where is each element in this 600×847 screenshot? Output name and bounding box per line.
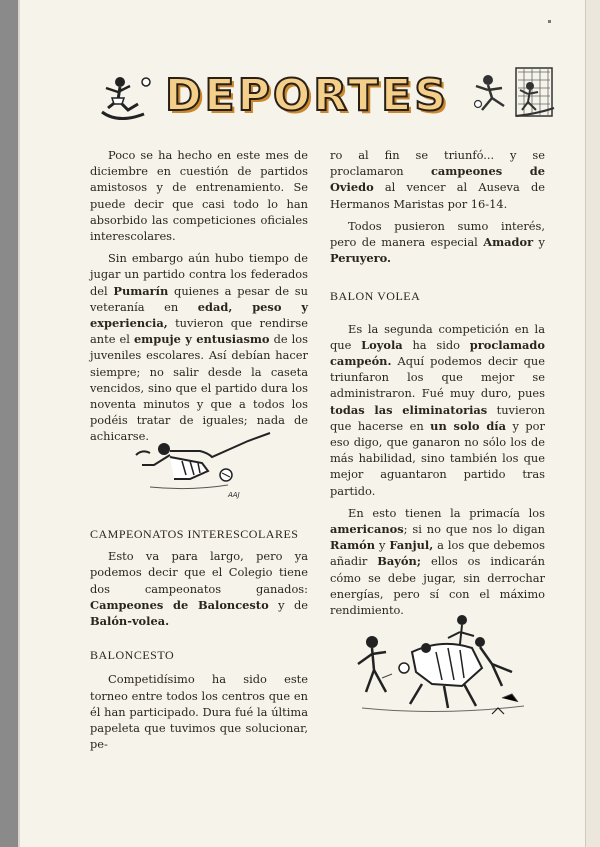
bold-run: campeones de Oviedo — [330, 164, 545, 195]
paragraph — [330, 218, 545, 267]
bold-run: Campeones de Baloncesto — [90, 597, 269, 612]
bold-run: todas las eliminatorias — [330, 402, 488, 417]
paragraph — [330, 147, 545, 212]
paragraph — [90, 250, 308, 444]
text-run: a los que debemos añadir — [330, 538, 545, 569]
bold-run: americanos — [330, 522, 404, 537]
text-run: Es la segunda competición en la que — [330, 321, 545, 352]
paragraph-text: Competidísimo ha sido este torneo entre todos los centros que en él han participado. Dura fué la última papeleta que tuvimos que solucionar, pe- — [90, 672, 308, 752]
section-title: DEPORTES — [165, 70, 449, 121]
bold-run: proclamado campeón. — [330, 337, 545, 369]
bold-run: Fanjul, — [389, 538, 434, 553]
text-run: de los juveniles escolares. Así debían hacer siempre; no salir desde la caseta vencidos, sino que el partido dura los noventa minutos y que a todos los podéis tratar de iguales; nada de achicarse. — [90, 332, 308, 444]
bold-run: Ramón — [330, 538, 376, 553]
text-run: ha sido — [402, 337, 470, 352]
bold-run: un solo día — [430, 418, 506, 433]
drawing-signature: AAJ — [228, 491, 240, 499]
text-run: ro al fin se triunfó... y se proclamaron — [330, 148, 545, 179]
bold-run: empuje y entusiasmo — [133, 332, 270, 347]
text-run: y de — [268, 597, 308, 612]
bold-run: Peruyero. — [330, 251, 392, 266]
section-heading: CAMPEONATOS INTERESCOLARES — [90, 527, 299, 541]
kicker-drawing-icon — [98, 68, 158, 126]
bold-run: Balón-volea. — [90, 614, 170, 629]
text-run: tuvieron que hacerse en — [330, 402, 545, 433]
paragraph — [90, 548, 308, 629]
text-run: ellos os indicarán cómo se debe jugar, sin derrochar energías, pero sí con el máximo rendimiento. — [330, 554, 546, 618]
right-column — [330, 147, 545, 624]
page-fold — [18, 0, 20, 847]
text-run: ; si no que nos lo digan — [403, 522, 545, 537]
paragraph — [330, 321, 545, 499]
goalkeeper-drawing-icon — [466, 64, 556, 120]
text-run: quienes a pesar de su veteranía en — [90, 283, 308, 314]
bold-run: edad, peso y experiencia, — [90, 299, 308, 331]
text-run: y — [533, 235, 545, 250]
text-run: Todos pusieron sumo interés, pero de manera especial — [330, 218, 545, 250]
bold-run: Pumarín — [113, 283, 169, 298]
text-run: Esto va para largo, pero ya podemos decir que el Colegio tiene dos campeonatos ganados: — [90, 549, 308, 596]
text-run: al vencer al Auseva de Hermanos Maristas por 16-14. — [330, 180, 545, 211]
bold-run: Amador — [483, 235, 534, 250]
section-heading: BALONCESTO — [90, 648, 175, 663]
paragraph — [330, 505, 545, 618]
football-scrum-drawing-icon — [352, 608, 532, 720]
left-column — [90, 147, 308, 451]
section-heading: BALON VOLEA — [330, 289, 421, 304]
paragraph — [90, 671, 308, 752]
bold-run: Loyola — [361, 337, 403, 352]
text-run: Sin embargo aún hubo tiempo de jugar un partido contra los federados del — [90, 251, 308, 298]
text-run: tuvieron que rendirse ante el — [90, 316, 308, 347]
diving-player-drawing-icon — [130, 425, 280, 503]
page-speck — [548, 20, 551, 23]
bold-run: Bayón; — [377, 554, 421, 569]
text-run: En esto tienen la primacía los — [348, 505, 545, 520]
text-run: Aquí podemos decir que triunfaron los que mejor se administraron. Fué muy duro, pues — [330, 354, 545, 401]
text-run: y por eso digo, que ganaron no sólo los de más habilidad, sino también los que mejor aguantaron partido tras partido. — [330, 418, 545, 498]
next-page-edge — [585, 0, 600, 847]
section-title-banner — [165, 70, 455, 128]
text-run: y — [375, 538, 390, 553]
paragraph-text: Poco se ha hecho en este mes de diciembre en cuestión de partidos amistosos y de entrenamiento. Se puede decir que casi todo lo han absorbido las competiciones oficiales interescolares. — [90, 148, 308, 244]
left-column-lower — [90, 526, 308, 758]
paragraph — [90, 147, 308, 244]
